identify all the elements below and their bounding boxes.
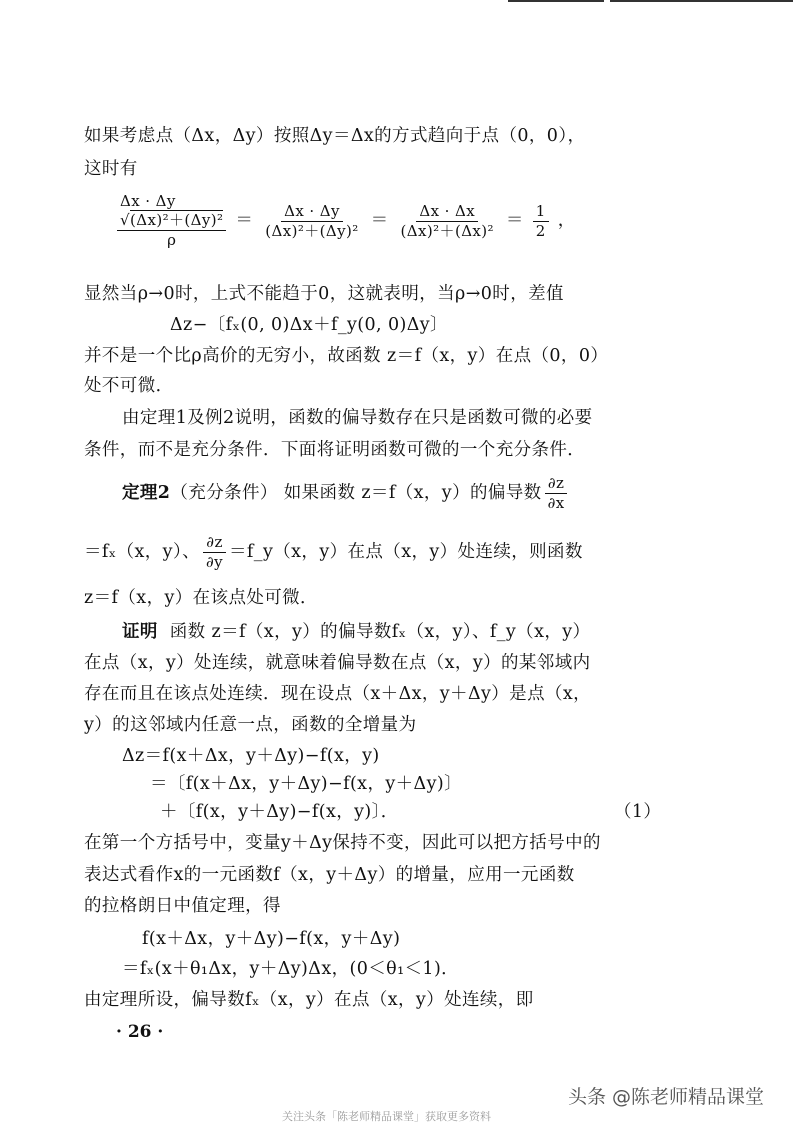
text-line-5: 并不是一个比ρ高价的无穷小，故函数 z＝f（x，y）在点（0，0） xyxy=(84,346,609,366)
equals-sign-2: ＝ xyxy=(370,210,389,231)
theorem-2-statement: （充分条件） 如果函数 z＝f（x，y）的偏导数 xyxy=(170,483,542,503)
text-line-7: 由定理1及例2说明，函数的偏导数存在只是函数可微的必要 xyxy=(122,408,593,428)
fraction-b-numerator: Δx · Δy xyxy=(281,202,343,222)
text-line-8: 条件，而不是充分条件．下面将证明函数可微的一个充分条件． xyxy=(84,440,586,460)
page-number: · 26 · xyxy=(116,1022,164,1042)
text-line-19: 在第一个方括号中，变量y＋Δy保持不变，因此可以把方括号中的 xyxy=(84,833,601,853)
fraction-d-denominator: 2 xyxy=(535,221,546,240)
formula-block xyxy=(114,192,576,250)
formula-fraction-b xyxy=(262,202,361,241)
equals-sign-3: ＝ xyxy=(505,210,524,231)
text-line-20: 表达式看作x的一元函数f（x，y＋Δy）的增量，应用一元函数 xyxy=(84,865,575,885)
fraction-a-denominator: ρ xyxy=(167,231,177,249)
text-line-4: Δz−〔fₓ(0, 0)Δx＋f_y(0, 0)Δy〕 xyxy=(170,315,448,335)
formula-end-comma: ， xyxy=(557,210,576,231)
fx-equality: ＝fₓ（x，y）、 xyxy=(84,542,200,562)
equation-line-4: f(x＋Δx，y＋Δy)−f(x，y＋Δy) xyxy=(142,929,401,949)
fraction-c-denominator: (Δx)²＋(Δx)² xyxy=(400,221,494,240)
proof-line xyxy=(122,618,590,643)
theorem-2-title: 定理2 xyxy=(122,483,171,503)
text-line-13: 在点（x，y）处连续，就意味着偏导数在点（x，y）的某邻域内 xyxy=(84,653,591,673)
top-rule-right xyxy=(610,0,793,2)
formula-fraction-c xyxy=(398,202,497,241)
text-line-2: 这时有 xyxy=(84,159,138,179)
fraction-d-numerator: 1 xyxy=(533,202,549,222)
partial-dz-dx xyxy=(545,474,568,513)
text-line-15: y）的这邻域内任意一点，函数的全增量为 xyxy=(84,715,417,735)
equation-line-2: ＝〔f(x＋Δx，y＋Δy)−f(x，y＋Δy)〕 xyxy=(150,774,462,794)
dzdx-numerator: ∂z xyxy=(545,474,567,494)
dzdy-numerator: ∂z xyxy=(203,533,225,553)
fraction-c-numerator: Δx · Δx xyxy=(416,202,478,222)
theorem-2-line-2 xyxy=(84,533,583,572)
equation-line-5: ＝fₓ(x＋θ₁Δx，y＋Δy)Δx，(0＜θ₁＜1)． xyxy=(122,959,460,979)
fy-continuity-text: ＝f_y（x，y）在点（x，y）处连续，则函数 xyxy=(229,542,583,562)
proof-text: 函数 z＝f（x，y）的偏导数fₓ（x，y）、f_y（x，y） xyxy=(169,622,591,642)
fraction-a-numerator: Δx · Δy xyxy=(120,192,176,210)
watermark: 头条 @陈老师精品课堂 xyxy=(568,1086,765,1108)
dzdy-denominator: ∂y xyxy=(206,553,224,571)
top-rule-left xyxy=(508,0,604,2)
sqrt-sign: √ xyxy=(120,211,130,229)
text-line-21: 的拉格朗日中值定理，得 xyxy=(84,896,281,916)
text-line-1: 如果考虑点（Δx，Δy）按照Δy＝Δx的方式趋向于点（0，0）， xyxy=(84,126,586,146)
text-line-11: z＝f（x，y）在该点处可微． xyxy=(84,588,318,608)
formula-fraction-d xyxy=(533,202,549,241)
partial-dz-dy xyxy=(203,533,226,572)
equation-number: （1） xyxy=(614,802,662,822)
proof-label: 证明 xyxy=(122,622,158,642)
fraction-b-denominator: (Δx)²＋(Δy)² xyxy=(265,221,359,240)
text-line-6: 处不可微． xyxy=(84,376,174,396)
fraction-a-radicand: (Δx)²＋(Δy)² xyxy=(129,211,224,229)
text-line-24: 由定理所设，偏导数fₓ（x，y）在点（x，y）处连续，即 xyxy=(84,990,534,1010)
theorem-2-line xyxy=(122,474,571,513)
text-line-3: 显然当ρ→0时，上式不能趋于0，这就表明，当ρ→0时，差值 xyxy=(84,284,564,304)
footer-note: 关注头条「陈老师精品课堂」获取更多资料 xyxy=(282,1110,491,1123)
equation-line-3: ＋〔f(x，y＋Δy)−f(x，y)〕． xyxy=(160,802,399,822)
equals-sign-1: ＝ xyxy=(235,210,254,231)
text-line-14: 存在而且在该点处连续．现在设点（x＋Δx，y＋Δy）是点（x， xyxy=(84,684,592,704)
dzdx-denominator: ∂x xyxy=(547,494,565,512)
formula-fraction-a xyxy=(117,192,226,250)
equation-line-1: Δz＝f(x＋Δx，y＋Δy)−f(x，y) xyxy=(122,746,380,766)
